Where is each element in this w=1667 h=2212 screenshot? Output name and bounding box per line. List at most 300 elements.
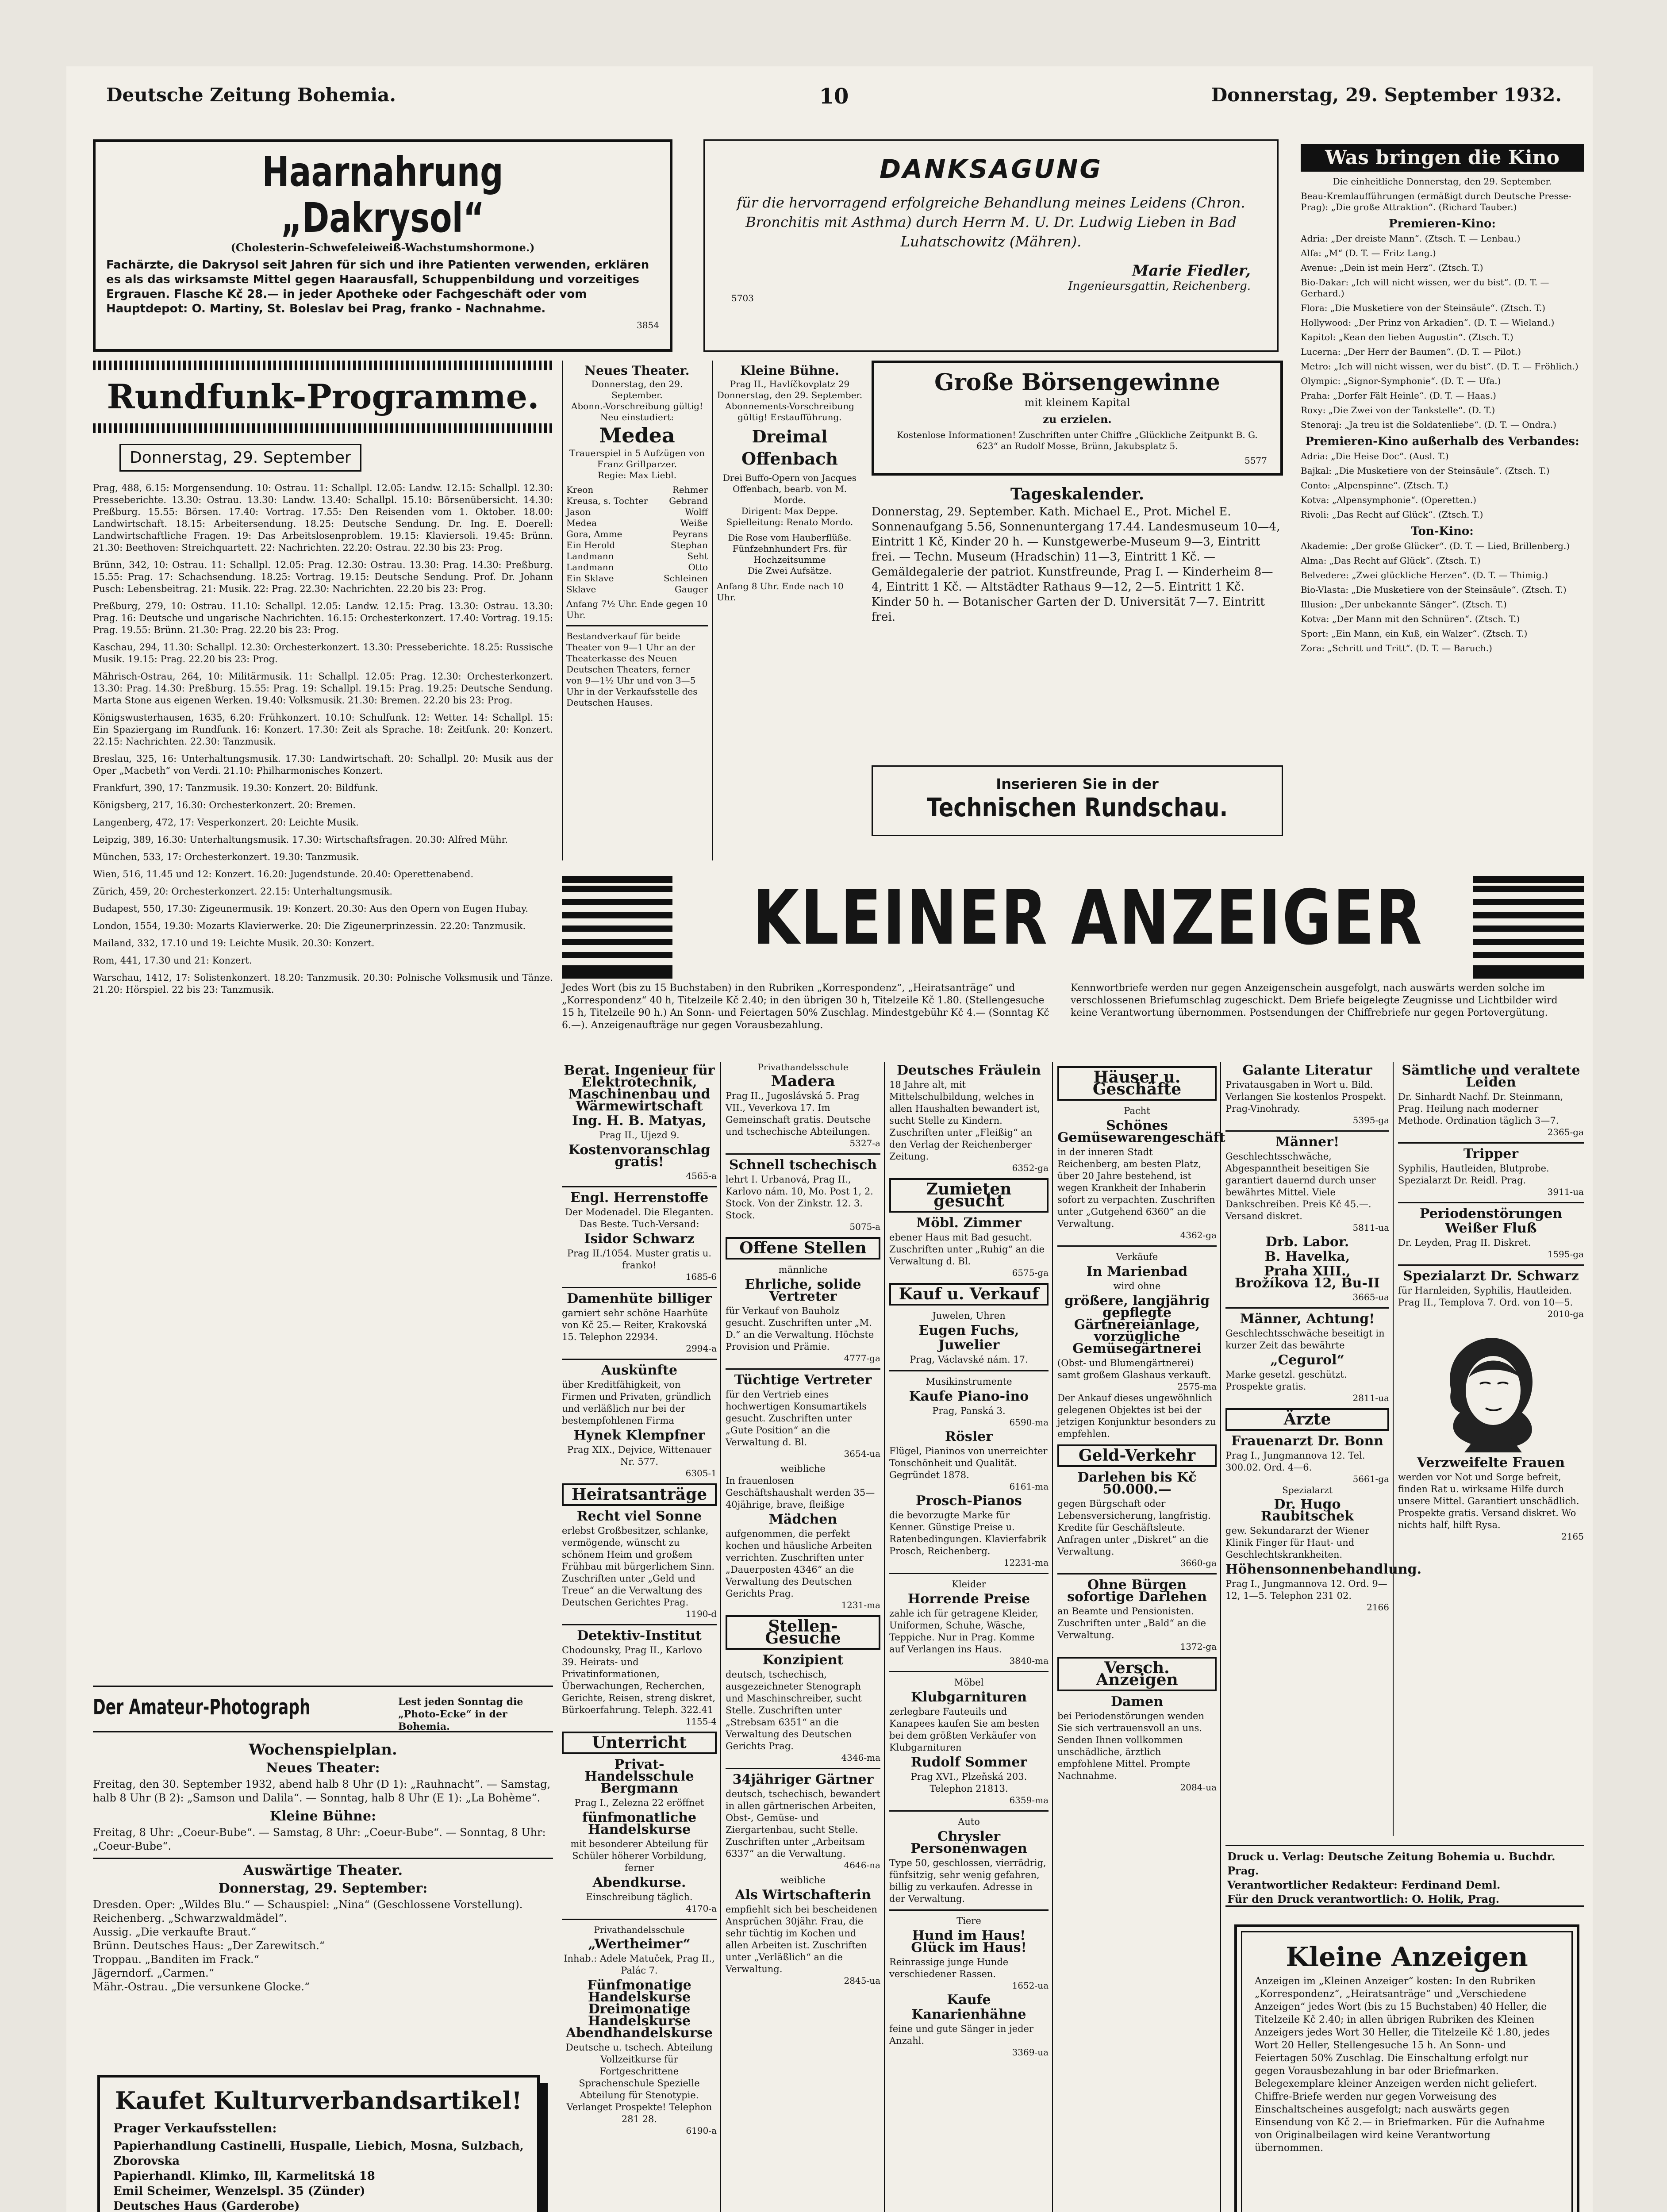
amateur-note: Lest jeden Sonntag die „Photo-Ecke“ in der Bohemia. (398, 1696, 523, 1732)
danksagung-body: für die hervorragend erfolgreiche Behandlung meines Leidens (Chron. Bronchitis mit Asthma) durch Herrn M. U. Dr. Ludwig Lieben in Bad Luhatschowitz (Mähren). (737, 194, 1245, 250)
literatur-code: 5395-ga (1352, 1115, 1389, 1125)
theater-play: Medea (599, 423, 675, 447)
kino-entry: Akademie: „Der große Glücker“. (D. T. — Lied, Brillenberg.) (1301, 541, 1570, 551)
ad-danksagung (703, 139, 1279, 352)
darlehen-body: gegen Bürgschaft oder Lebensversicherung, langfristig. Kredite für Geschäftsleute. Anfragen unter „Diskret“ an die Verwaltung. (1057, 1498, 1211, 1557)
cast-actor: Seht (687, 551, 708, 561)
cast-row (566, 518, 708, 529)
wertheimer-body: Inhab.: Adele Matuček, Prag II., Palác 7. (564, 1953, 715, 1976)
raubitschek-extra: Höhensonnenbehandlung. (1225, 1562, 1422, 1577)
geld-heading: Geld-Verkehr (1057, 1444, 1217, 1467)
cast-actor: Rehmer (672, 484, 708, 495)
kino-entry: Adria: „Der dreiste Mann“. (Ztsch. T. — Lenbau.) (1301, 233, 1521, 244)
kb-abo: Abonnements-Vorschreibung gültig! Erstaufführung. (725, 401, 854, 422)
zimmer-title: Möbl. Zimmer (916, 1215, 1022, 1231)
achtung-body: Geschlechtsschwäche beseitigt in kurzer Zeit das bewährte (1225, 1328, 1385, 1351)
kb-play: Dreimal Offenbach (741, 426, 838, 469)
madera-code: 5327-a (849, 1138, 880, 1148)
madera-label: Privathandelsschule (757, 1062, 849, 1072)
kaufet-title: Kaufet Kulturverbandsartikel! (115, 2086, 522, 2115)
geschaeft-body2: aufgenommen, die perfekt kochen und häusliche Arbeiten verrichten. Zuschriften unter „Dauerposten 4346“ an die Verwaltung des Deutschen Gerichts Prag. (726, 1528, 872, 1599)
leiden-title: Sämtliche und veraltete Leiden (1402, 1063, 1580, 1090)
cast-role: Kreusa, s. Tochter (566, 495, 648, 506)
rundfunk-station-entry: Brünn, 342, 10: Ostrau. 11: Schallpl. 12.05: Prag. 12.30: Ostrau. 13.30: Prag. 14.30: Preßburg. 15.55: Prag. 17: Schachsendung. 18.25: Vortrag. 19.15: Deutsche Sendung. Prof. Dr. Johann Pusch: Lebensbeitrag. 21: Musik. 22: Prag. 22.30: Nachrichten. 22.20 bis 23: Prog. (93, 560, 553, 594)
gemuese-code: 4362-ga (1180, 1230, 1217, 1240)
kino-entry: Hollywood: „Der Prinz von Arkadien“. (D. T. — Wieland.) (1301, 317, 1555, 328)
neues-theater-text: Freitag, den 30. September 1932, abend halb 8 Uhr (D 1): „Rauhnacht“. — Samstag, halb 8 Uhr (B 2): „Samson und Dalila“. — Sonntag, halb 8 Uhr (E 1): „La Bohème“. (93, 1778, 551, 1804)
rundfunk-station-entry: Preßburg, 279, 10: Ostrau. 11.10: Schallpl. 12.05: Landw. 12.15: Prag. 13.30: Ostrau. 13.30: Prag. 16: Deutsche und ungarische Nachrichten. 16.15: Orchesterkonzert. 17.40: Vortrag. 19.15: Prag. 19.55: Brünn. 21.30: Prag. 22.20 bis 23: Prog. (93, 601, 553, 635)
offene-maennlich: männliche (778, 1264, 828, 1275)
kino-subtitle: Die einheitliche Donnerstag, den 29. September. (1333, 176, 1552, 187)
rundfunk-station-entry: Warschau, 1412, 17: Solistenkonzert. 18.20: Tanzmusik. 20.30: Polnische Volksmusik und Tänze. 21.20: Hörspiel. 22 bis 23: Tanzmusik. (93, 972, 553, 995)
unterricht-heading: Unterricht (562, 1732, 717, 1754)
ka-column-2 (726, 1062, 885, 2212)
kleiner-anzeiger-rules-left: Jedes Wort (bis zu 15 Buchstaben) in den Rubriken „Korrespondenz“, „Heiratsanträge“ und „Korrespondenz“ 40 h, Titelzeile Kč 2.40; in den übrigen 30 h, Titelzeile Kč 1.80. (Stellengesuche 15 h, Titelzeile 90 h.) An Sonn- und Feiertagen 50% Zuschlag. Mindestgebühr Kč 4.— (Sonntag Kč 6.—). Anzeigenaufträge nur gegen Vorausbezahlung. (562, 983, 1049, 1031)
wertheimer-sub: Privathandelsschule (594, 1924, 685, 1935)
klub-name: Rudolf Sommer (910, 1755, 1027, 1770)
pacht-label: Pacht (1124, 1106, 1150, 1116)
madera-name: Madera (771, 1072, 835, 1090)
musik-label: Musikinstrumente (926, 1376, 1012, 1387)
rundfunk-station-entry: Leipzig, 389, 16.30: Unterhaltungsmusik. 17.30: Wirtschaftsfragen. 20.30: Alfred Mühr. (93, 834, 508, 845)
fraeulein-code: 6352-ga (1012, 1163, 1049, 1173)
ka-column-4 (1057, 1062, 1225, 2212)
rundfunk-station-entry: Budapest, 550, 17.30: Zigeunermusik. 19: Konzert. 20.30: Aus den Opern von Eugen Hubay. (93, 903, 529, 914)
ad-haarnahrung (93, 139, 672, 352)
ehrliche-body: für Verkauf von Bauholz gesucht. Zuschriften unter „M. D.“ an die Verwaltung. Höchste Provision und Prämie. (726, 1306, 874, 1352)
cast-role: Sklave (566, 584, 596, 595)
kanarien-body: feine und gute Sänger in jeder Anzahl. (889, 2024, 1034, 2046)
labor-title: Drb. Labor. (1265, 1234, 1349, 1250)
kino-entry: Sport: „Ein Mann, ein Kuß, ein Walzer“. (Ztsch. T.) (1301, 628, 1528, 639)
marienbad-title: In Marienbad (1086, 1264, 1188, 1279)
kaufet-shop: Papierhandlung Castinelli, Huspalle, Liebich, Mosna, Sulzbach, Zborovska (113, 2139, 524, 2168)
periodenst-title: Periodenstörungen (1420, 1206, 1562, 1221)
rundfunk-station-entry: Prag, 488, 6.15: Morgensendung. 10: Ostrau. 11: Schallpl. 12.05: Landw. 12.15: Schallpl. 12.30: Presseberichte. 13.30: Ostrau. 13.30: Landw. 13.40: Schallpl. 15.10: Börsenübersicht. 14.30: Preßburg. 15.55: Börsen. 17.40: Vortrag. 17.55: Den Reisenden vom 1. Oktober. 18.00: Landwirtschaft. 18.15: Arbeitersendung. 18.25: Deutsche Sendung. Dr. Ing. E. Doerell: Landwirtschaftliche Fragen. 19: Das Arbeitslosenproblem. 19.15: Klaviersoli. 19.45: Brünn. 21.30: Beethoven: Streichquartett. 22: Nachrichten. 22.20: Ostrau. 22.30 bis 23: Prog. (93, 483, 553, 553)
englisch-addr: Prag II./1054. Muster gratis u. franko! (567, 1248, 712, 1271)
danksagung-signature-sub: Ingenieursgattin, Reichenberg. (1068, 280, 1251, 293)
boerse-sub2: zu erzielen. (1043, 413, 1112, 426)
tiere-label: Tiere (956, 1916, 981, 1926)
spezialarzt-title: Spezialarzt Dr. Schwarz (1403, 1268, 1579, 1284)
kb-anfang: Anfang 8 Uhr. Ende nach 10 Uhr. (717, 581, 844, 603)
handelsschule-kurse: fünfmonatliche Handelskurse (582, 1810, 697, 1837)
raubitschek-sub: Spezialarzt (1282, 1485, 1333, 1495)
auswaertige-entry: Mähr.-Ostrau. „Die versunkene Glocke.“ (93, 1981, 310, 1993)
kb-part: Fünfzehnhundert Frs. für Hochzeitsumme (732, 543, 847, 565)
bonn-body: Prag I., Jungmannova 12. Tel. 300.02. Ord. 4—6. (1225, 1450, 1365, 1473)
cast-actor: Gauger (675, 584, 708, 595)
detektiv-body: Chodounsky, Prag II., Karlovo 39. Heirats- und Privatinformationen, Überwachungen, Recherchen, Gerichte, Reisen, streng diskret, Bürkoerfahrung. Teleph. 322.41 (562, 1645, 716, 1715)
raubitschek-title: Dr. Hugo Raubitschek (1261, 1497, 1354, 1524)
cast-row (566, 562, 708, 573)
stellen-gesuche-heading: Stellen-Gesuche (726, 1615, 880, 1650)
cast-actor: Wolff (685, 507, 708, 517)
rundfunk-station-entry: Breslau, 325, 16: Unterhaltungsmusik. 17.30: Landwirtschaft. 20: Schallpl. 20: Musik aus der Oper „Macbeth“ von Verdi. 21.10: Philharmonisches Konzert. (93, 753, 553, 776)
kino-entry: Bajkal: „Die Musketiere von der Steinsäule“. (Ztsch. T.) (1301, 465, 1550, 476)
cast-actor: Stephan (670, 540, 708, 550)
rundfunk-station-entry: Mailand, 332, 17.10 und 19: Leichte Musik. 20.30: Konzert. (93, 938, 375, 949)
literatur-body: Privatausgaben in Wort u. Bild. Verlangen Sie kostenlos Prospekt. Prag-Vinohrady. (1225, 1079, 1387, 1114)
konzipient-code: 4346-ma (841, 1752, 880, 1763)
kino-entry: Rivoli: „Das Recht auf Glück“. (Ztsch. T.) (1301, 509, 1483, 520)
auswaertige-entry: Dresden. Oper: „Wildes Blu.“ — Schauspiel: „Nina“ (Geschlossene Vorstellung). (93, 1898, 523, 1911)
danksagung-title: DANKSAGUNG (879, 154, 1103, 184)
heirat-heading: Heiratsanträge (562, 1483, 717, 1506)
masthead-left: Deutsche Zeitung Bohemia. (106, 84, 396, 106)
ka-column-6 (1398, 1062, 1584, 1836)
kino-entry: Olympic: „Signor-Symphonie“. (D. T. — Ufa.) (1301, 376, 1501, 386)
fuchs-title: Eugen Fuchs, (918, 1323, 1019, 1338)
kleider-label: Kleider (952, 1579, 986, 1590)
kaufet-shop: Emil Scheimer, Wenzelspl. 35 (Zünder) (113, 2185, 365, 2198)
kino-entry: Bio-Vlasta: „Die Musketiere von der Steinsäule“. (Ztsch. T.) (1301, 584, 1567, 595)
kino-entry: Kotva: „Der Mann mit den Schnüren“. (Ztsch. T.) (1301, 614, 1520, 624)
damenhuete-code: 2994-a (686, 1343, 717, 1354)
cast-role: Ein Sklave (566, 573, 614, 584)
auswaertige-date: Donnerstag, 29. September: (218, 1881, 428, 1896)
roesler-title: Rösler (945, 1429, 993, 1444)
kaufet-shop: Papierhandl. Klimko, Ill, Karmelitská 18 (113, 2170, 375, 2183)
pianinos-code: 6590-ma (1009, 1417, 1049, 1428)
kb-part: Die Zwei Aufsätze. (748, 565, 832, 576)
inserieren-line1: Inserieren Sie in der (996, 776, 1159, 792)
zimmer-body: ebener Haus mit Bad gesucht. Zuschriften unter „Ruhig“ an die Verwaltung d. Bl. (889, 1232, 1045, 1267)
kleiner-anzeiger-title: KLEINER ANZEIGER (753, 874, 1423, 962)
ad-code: 3854 (637, 320, 659, 330)
heirat-title: Recht viel Sonne (576, 1509, 702, 1524)
rundfunk-station-entry: Kaschau, 294, 11.30: Schallpl. 12.30: Orchesterkonzert. 13.30: Presseberichte. 18.25: Russische Musik. 19.15: Prag. 22.20 bis 23: Prog. (93, 642, 553, 664)
kino-entry: Alma: „Das Recht auf Glück“. (Ztsch. T.) (1301, 555, 1481, 566)
raubitschek-body: gew. Sekundararzt der Wiener Klinik Finger für Haut- und Geschlechtskrankheiten. (1225, 1525, 1369, 1560)
leiden-code: 2365-ga (1547, 1127, 1584, 1137)
marienbad-body: wird ohne (1113, 1281, 1161, 1291)
kino-entry: Kapitol: „Kean den lieben Augustin“. (Ztsch. T.) (1301, 332, 1513, 342)
achtung-code: 2811-ua (1352, 1393, 1389, 1403)
chrysler-body: Type 50, geschlossen, vierrädrig, fünfsitzig, sehr wenig gefahren, billig zu verkaufen. Adresse in der Verwaltung. (889, 1858, 1046, 1904)
maenner-code: 5811-ua (1352, 1222, 1389, 1233)
juwelen-label: Juwelen, Uhren (932, 1310, 1006, 1321)
cast-row (566, 551, 708, 562)
theater-date: Donnerstag, den 29. September. (591, 379, 683, 400)
rundfunk-station-entry: Mährisch-Ostrau, 264, 10: Militärmusik. 11: Schallpl. 12.05: Prag. 12.30: Orchesterkonzert. 13.30: Prag. 14.30: Preßburg. 15.55: Prag. 19: Schallpl. 19.15: Prag. 19.25: Deutsche Sendung. Marta Stone aus eigenen Werken. 19.40: Volksmusik. 21.30: Bremen. 22.20 bis 23: Prog. (93, 671, 553, 706)
woman-portrait (1433, 1324, 1548, 1452)
auswaertige-entry: Troppau. „Banditen im Frack.“ (93, 1953, 259, 1966)
rundfunk-station-entry: London, 1554, 19.30: Mozarts Klavierwerke. 20: Die Zigeunerprinzessin. 22.20: Tanzmusik. (93, 921, 526, 931)
bonn-title: Frauenarzt Dr. Bonn (1231, 1433, 1384, 1449)
fuchs-sub: Juwelier (938, 1337, 1000, 1353)
gaertner-body: deutsch, tschechisch, bewandert in allen gärtnerischen Arbeiten, Obst-, Gemüse- und Ziergartenbau, sucht Stelle. Zuschriften unter „Arbeitsam 6337“ an die Verwaltung. (726, 1789, 880, 1859)
kino-entry: Conto: „Alpenspinne“. (Ztsch. T.) (1301, 480, 1448, 491)
kino-entry: Belvedere: „Zwei glückliche Herzen“. (D. T. — Thimig.) (1301, 570, 1548, 580)
preise-title: Horrende Preise (907, 1591, 1030, 1607)
auskuenfte-title: Auskünfte (601, 1363, 678, 1378)
kino-entry: Kotva: „Alpensymphonie“. (Operetten.) (1301, 495, 1477, 505)
ingenieur-name: Ing. H. B. Matyas, (572, 1113, 707, 1129)
impressum (1225, 1845, 1584, 1907)
theater-anfang: Anfang 7½ Uhr. Ende gegen 10 Uhr. (566, 599, 708, 620)
englisch-title: Engl. Herrenstoffe (570, 1190, 709, 1206)
englisch-name: Isidor Schwarz (584, 1231, 695, 1247)
kino-entry: Alfa: „M“ (D. T. — Fritz Lang.) (1301, 248, 1436, 258)
offene-stellen-heading: Offene Stellen (726, 1237, 880, 1260)
versch-heading: Versch. Anzeigen (1057, 1657, 1217, 1691)
wertheimer-title: „Wertheimer“ (588, 1936, 691, 1952)
auskuenfte-code: 6305-1 (685, 1468, 717, 1479)
verzweifelt-body: werden vor Not und Sorge befreit, finden Rat u. wirksame Hilfe durch unsere Mittel. Garantiert unschädlich. Prospekte gratis. Versand diskret. Wo nichts half, hilft Rysa. (1398, 1472, 1579, 1530)
auswaertige-entry: Jägerndorf. „Carmen.“ (93, 1967, 214, 1979)
amateur-title: Der Amateur-Photograph (93, 1695, 311, 1720)
auskuenfte-body: über Kreditfähigkeit, von Firmen und Privaten, gründlich und verläßlich nur bei der bestempfohlenen Firma (562, 1379, 711, 1426)
cast-row (566, 540, 708, 551)
marienbad-code: 2575-ma (1177, 1381, 1217, 1392)
offene-weibliche: weibliche (780, 1463, 826, 1474)
labor-addr: Praha XIII., Brožíkova 12, Bu-II (1234, 1263, 1380, 1291)
kino-entry: Roxy: „Die Zwei von der Tankstelle“. (D. T.) (1301, 405, 1495, 415)
periodenst-code: 1595-ga (1547, 1249, 1584, 1260)
theater-play-sub: Trauerspiel in 5 Aufzügen von Franz Grillparzer. (569, 448, 705, 469)
danksagung-signature: Marie Fiedler, (1132, 262, 1251, 280)
heirat-body: erlebst Großbesitzer, schlanke, vermögende, wünscht zu schönem Heim und großem Frühbau mit bürgerlichem Sinn. Zuschriften unter „Geld und Treue“ an die Verwaltung des Deutschen Gerichtes Prag. (562, 1525, 715, 1608)
handelsschule-abend: Abendkurse. (592, 1875, 686, 1890)
tageskalender-body: Donnerstag, 29. September. Kath. Michael E., Prot. Michel E. Sonnenaufgang 5.56, Sonnenuntergang 17.44. Landesmuseum 10—4, Eintritt 1 Kč, Kinder 20 h. — Kunstgewerbe-Museum 9—3, Eintritt frei. — Techn. Museum (Hradschin) 11—3, Eintritt 1 Kč. — Gemäldegalerie der patriot. Kunstfreunde, Prag I. — Kinderheim 8—4, Eintritt 1 Kč. — Altstädter Rathaus 9—12, 2—5. Eintritt 1 Kč. Kinder 50 h. — Botanischer Garten der D. Universität 7—7. Eintritt frei. (872, 505, 1280, 624)
wirtschafterin-body: empfiehlt sich bei bescheidenen Ansprüchen 30jähr. Frau, die sehr tüchtig im Kochen und allen Arbeiten ist. Zuschriften unter „Verläßlich“ an die Verwaltung. (726, 1904, 877, 1974)
darlehen-code: 3660-ga (1180, 1558, 1217, 1568)
kb-part: Die Rose vom Hauberflüße. (728, 532, 852, 543)
cast-role: Ein Herold (566, 540, 615, 550)
kaufet-list (113, 2139, 524, 2212)
kino-entry: Lucerna: „Der Herr der Baumen“. (D. T. — Pilot.) (1301, 346, 1521, 357)
roesler-code: 6161-ma (1009, 1481, 1049, 1492)
tripper-title: Tripper (1463, 1146, 1519, 1162)
kleine-buehne (712, 361, 863, 860)
periodenst-sub: Weißer Fluß (1445, 1221, 1537, 1236)
newspaper-page (66, 66, 1593, 2212)
rundfunk-station-entry: Königswusterhausen, 1635, 6.20: Frühkonzert. 10.10: Schulfunk. 12: Wetter. 14: Schallpl. 15: Ein Spaziergang im Rundfunk. 16: Konzert. 17.30: Zeit als Sprache. 18: Zeitfunk. 20: Konzert. 22.15: Nachrichten. 22.30: Tanzmusik. (93, 712, 553, 747)
page-number: 10 (819, 84, 849, 109)
kino-section (1301, 139, 1584, 843)
cast-role: Landmann (566, 551, 614, 561)
handelsschule-place: Prag I., Zelezna 22 eröffnet (574, 1797, 704, 1808)
damen-body: bei Periodenstörungen wenden Sie sich vertrauensvoll an uns. Senden Ihnen vollkommen unschädliche, ärztlich empfohlene Mittel. Prompte Nachnahme. (1057, 1711, 1205, 1781)
bonn-code: 5661-ga (1352, 1474, 1389, 1484)
achtung-name: „Cegurol“ (1270, 1352, 1344, 1368)
rundfunk-station-entry: Wien, 516, 11.45 und 12: Konzert. 16.20: Jugendstunde. 20.40: Operettenabend. (93, 869, 474, 879)
kino-entry: Bio-Dakar: „Ich will nicht wissen, wer du bist“. (D. T. — Gerhard.) (1301, 277, 1549, 299)
ad-kaufet (97, 2075, 540, 2212)
kino-entry: Avenue: „Dein ist mein Herz“. (Ztsch. T.) (1301, 262, 1483, 273)
wirtschafterin-code: 2845-ua (844, 1975, 880, 1986)
chrysler-title: Chrysler Personenwagen (910, 1829, 1027, 1856)
kanarien-title: Kaufe (947, 1992, 991, 2008)
ad-title: Haarnahrung „Dakrysol“ (262, 148, 503, 242)
cast-role: Medea (566, 518, 597, 528)
rundfunk-station-entry: Königsberg, 217, 16.30: Orchesterkonzert. 20: Bremen. (93, 800, 356, 810)
kauf-body: Der Ankauf dieses ungewöhnlich gelegenen Objektes ist bei der jetzigen Konjunktur besonders zu empfehlen. (1057, 1393, 1216, 1439)
cast-row (566, 584, 708, 595)
cast-row (566, 507, 708, 518)
auskuenfte-addr: Prag XIX., Dejvice, Wittenauer Nr. 577. (567, 1444, 712, 1467)
tuechtige-title: Tüchtige Vertreter (734, 1372, 872, 1388)
kb-sub: Prag II., Havlíčkovplatz 29 (730, 379, 850, 389)
boerse-code: 5577 (1244, 455, 1267, 466)
tripper-code: 3911-ua (1547, 1187, 1584, 1197)
wertheimer-kurse: Fünfmonatige Handelskurse Dreimonatige Handelskurse Abendhandelskurse (566, 1978, 713, 2041)
damen-title: Damen (1110, 1694, 1164, 1709)
detektiv-title: Detektiv-Institut (577, 1628, 702, 1644)
raubitschek-code: 2166 (1367, 1602, 1389, 1613)
marienbad-title2: größere, langjährig gepflegte Gärtnereianlage, vorzügliche Gemüsegärtnerei (1064, 1293, 1210, 1356)
wirtschafterin-title: Als Wirtschafterin (735, 1887, 871, 1903)
damenhuete-body: garniert sehr schöne Haarhüte von Kč 25.— Reiter, Krakovská 15. Telephon 22934. (562, 1308, 708, 1342)
konzipient-body: deutsch, tschechisch, ausgezeichneter Stenograph und Maschinschreiber, sucht Stelle. Zuschriften unter „Strebsam 6351“ an die Verwaltung des Deutschen Gerichts Prag. (726, 1669, 862, 1751)
ad-body: Fachärzte, die Dakrysol seit Jahren für sich und ihre Patienten verwenden, erklären es als das wirksamste Mittel gegen Haarausfall, Schuppenbildung und vorzeitiges Ergrauen. Flasche Kč 28.— in jeder Apotheke oder Fachgeschäft oder vom Hauptdepot: O. Martiny, St. Boleslav bei Prag, franko - Nachnahme. (106, 258, 649, 315)
impressum-line3: Für den Druck verantwortlich: O. Holik, Prag. (1227, 1893, 1500, 1905)
theater-note: Bestandverkauf für beide Theater von 9—1 Uhr an der Theaterkasse des Neuen Deutschen Theaters, ferner von 9—1½ Uhr und von 3—5 Uhr in der Verkaufsstelle des Deutschen Hauses. (566, 631, 698, 708)
darlehen-title: Darlehen bis Kč 50.000.— (1077, 1470, 1197, 1497)
labor-code: 3665-ua (1352, 1292, 1389, 1302)
kb-date: Donnerstag, den 29. September. (717, 390, 863, 400)
wertheimer-code: 6190-a (686, 2125, 717, 2136)
detektiv-code: 1155-4 (685, 1716, 717, 1727)
neues-theater-heading: Neues Theater: (266, 1760, 380, 1776)
kleine-anzeigen-body: Anzeigen im „Kleinen Anzeiger“ kosten: In den Rubriken „Korrespondenz“, „Heiratsanträge“ und „Verschiedene Anzeigen“ jedes Wort (bis zu 15 Buchstaben) 40 Heller, die Titelzeile Kč 2.40; in allen übrigen Rubriken des Kleinen Anzeigers jedes Wort 30 Heller, die Titelzeile Kč 1.80, jedes Wort 20 Heller, Stellengesuche 15 h. An Sonn- und Feiertagen 50% Zuschlag. Die Einschaltung erfolgt nur gegen Vorausbezahlung in bar oder Briefmarken. Belegexemplare kleiner Anzeigen werden nicht geliefert. Chiffre-Briefe werden nur gegen Vorweisung des Einschaltscheines ausgefolgt; nach auswärts gegen Einsendung von Kč 2.— in Briefmarken. Für die Aufnahme von Originalbeilagen wird keine Verantwortung übernommen. (1255, 1976, 1550, 2154)
kanarien-sub: Kanarienhähne (911, 2007, 1026, 2022)
kino-heading: Premieren-Kino außerhalb des Verbandes: (1305, 435, 1579, 448)
auswaertige-list (93, 1898, 553, 1994)
zimmer-code: 6575-ga (1012, 1267, 1049, 1278)
kb-title: Kleine Bühne. (740, 363, 839, 378)
periodenst-body: Dr. Leyden, Prag II. Diskret. (1398, 1237, 1531, 1248)
achtung-title: Männer, Achtung! (1240, 1311, 1375, 1327)
buergen-body: an Beamte und Pensionisten. Zuschriften unter „Bald“ an die Verwaltung. (1057, 1606, 1206, 1640)
klub-title: Klubgarnituren (910, 1690, 1027, 1705)
rundfunk-station-entry: München, 533, 17: Orchesterkonzert. 19.30: Tanzmusik. (93, 852, 359, 862)
moebel-label: Möbel (954, 1677, 984, 1688)
preise-code: 3840-ma (1009, 1655, 1049, 1666)
cast-actor: Weiße (680, 518, 708, 528)
hund-title: Hund im Haus! Glück im Haus! (911, 1928, 1027, 1955)
heirat-code: 1190-d (685, 1609, 717, 1619)
kaufet-sub: Prager Verkaufsstellen: (113, 2121, 277, 2135)
rundfunk-program-list (93, 482, 553, 996)
cast-row (566, 529, 708, 540)
kleiner-anzeiger-rules-right: Kennwortbriefe werden nur gegen Anzeigenschein ausgefolgt, nach auswärts werden solche im verschlossenen Briefumschlag zugeschickt. Dem Briefe beigelegte Zeugnisse und Lichtbilder wird keine Verantwortung übernommen. Postsendungen der Chiffrebriefe nur gegen Portovergütung. (1071, 983, 1558, 1018)
englisch-code: 1685-6 (685, 1271, 717, 1282)
rundfunk-station-entry: Frankfurt, 390, 17: Tanzmusik. 19.30: Konzert. 20: Bildfunk. (93, 783, 378, 793)
kino-entry: Praha: „Dorfer Fält Heinle“. (D. T. — Haas.) (1301, 390, 1496, 401)
kino-heading: Premieren-Kino: (1389, 217, 1496, 230)
kino-entry: Beau-Kremlaufführungen (ermäßigt durch Deutsche Presse-Prag): „Die große Attraktion“. (Richard Tauber.) (1301, 191, 1571, 212)
tripper-body: Syphilis, Hautleiden, Blutprobe. Spezialarzt Dr. Reidl. Prag. (1398, 1163, 1549, 1186)
spezialarzt-body: für Harnleiden, Syphilis, Hautleiden. Prag II., Templova 7. Ord. von 10—5. (1398, 1285, 1573, 1308)
ka-column-3 (889, 1062, 1053, 2212)
tuechtige-body: für den Vertrieb eines hochwertigen Konsumartikels gesucht. Zuschriften unter „Gute Position“ an die Verwaltung d. Bl. (726, 1389, 867, 1448)
auswaertige-entry: Brünn. Deutsches Haus: „Der Zarewitsch.“ (93, 1939, 325, 1952)
tageskalender (872, 482, 1283, 757)
damen-code: 2084-ua (1180, 1782, 1217, 1793)
theater-title: Neues Theater. (584, 363, 690, 378)
ingenieur-code: 4565-a (686, 1171, 717, 1181)
tageskalender-title: Tageskalender. (1010, 485, 1145, 503)
englisch-body: Der Modenadel. Die Eleganten. Das Beste. Tuch-Versand: (565, 1207, 714, 1229)
auto-label: Auto (958, 1816, 980, 1827)
kino-list (1301, 191, 1584, 654)
handelsschule-title: Privat-Handelsschule Bergmann (584, 1757, 694, 1796)
kino-entry: Flora: „Die Musketiere von der Steinsäule“. (Ztsch. T.) (1301, 303, 1546, 313)
handelsschule-body: mit besonderer Abteilung für Schüler höherer Vorbildung, ferner (570, 1839, 708, 1873)
impressum-line2: Verantwortlicher Redakteur: Ferdinand Deml. (1227, 1878, 1501, 1891)
rundfunk-station-entry: Langenberg, 472, 17: Vesperkonzert. 20: Leichte Musik. (93, 817, 359, 828)
klub-addr: Prag XVI., Plzeňská 203. Telephon 21813. (910, 1771, 1027, 1794)
tschechisch-title: Schnell tschechisch (729, 1157, 877, 1173)
ad-inserieren (872, 765, 1283, 836)
prosch-code: 12231-ma (1003, 1557, 1049, 1568)
fraeulein-title: Deutsches Fräulein (897, 1063, 1041, 1078)
klub-body: zerlegbare Fauteuils und Kanapees kaufen Sie am besten bei dem größten Verkäufer von Klubgarnituren (889, 1706, 1040, 1753)
cast-actor: Peyrans (672, 529, 708, 539)
geschaeft-body: In frauenlosen Geschäftshaushalt werden 35—40jährige, brave, fleißige (726, 1475, 875, 1510)
ehrliche-code: 4777-ga (844, 1353, 880, 1363)
wertheimer-extra: Deutsche u. tschech. Abteilung Vollzeitkurse für Fortgeschrittene Sprachenschule Spezielle Abteilung für Stenotypie. (565, 2042, 713, 2101)
auskuenfte-name: Hynek Klempfner (573, 1428, 705, 1443)
kino-entry: Illusion: „Der unbekannte Sänger“. (Ztsch. T.) (1301, 599, 1507, 610)
issue-date: Donnerstag, 29. September 1932. (1211, 84, 1562, 106)
boerse-title: Große Börsengewinne (934, 369, 1221, 396)
rundfunk-station-entry: Rom, 441, 17.30 und 21: Konzert. (93, 955, 252, 966)
gaertner-title: 34jähriger Gärtner (732, 1772, 874, 1787)
wertheimer-end: Verlanget Prospekte! Telephon 281 28. (566, 2102, 712, 2124)
cast-actor: Schleinen (663, 573, 708, 584)
labor-name: B. Havelka, (1264, 1249, 1350, 1264)
achtung-body2: Marke gesetzl. geschützt. Prospekte gratis. (1225, 1369, 1347, 1392)
kaufet-shop: Deutsches Haus (Garderobe) (113, 2200, 300, 2212)
ehrliche-title: Ehrliche, solide Vertreter (745, 1277, 861, 1304)
kino-entry: Zora: „Schritt und Tritt“. (D. T. — Baruch.) (1301, 643, 1492, 653)
ka-column-5 (1225, 1062, 1422, 1836)
damenhuete-title: Damenhüte billiger (567, 1291, 712, 1306)
kleine-anzeigen-info (1234, 1924, 1579, 2212)
cast-role: Gora, Amme (566, 529, 622, 539)
hund-body: Reinrassige junge Hunde verschiedener Rassen. (889, 1957, 1009, 1979)
ingenieur-place: Prag II., Ujezd 9. (599, 1130, 680, 1141)
geschaeft-code: 1231-ma (841, 1600, 880, 1610)
prosch-title: Prosch-Pianos (916, 1493, 1022, 1509)
kino-entry: Metro: „Ich will nicht wissen, wer du bist“. (D. T. — Fröhlich.) (1301, 361, 1579, 372)
kino-entry: Stenoraj: „Ja treu ist die Soldatenliebe“. (D. T. — Ondra.) (1301, 419, 1556, 430)
roesler-body: Flügel, Pianinos von unerreichter Tonschönheit und Qualität. Gegründet 1878. (889, 1446, 1048, 1480)
kleine-buehne-heading: Kleine Bühne: (269, 1809, 376, 1824)
auswaertige-heading: Auswärtige Theater. (243, 1862, 403, 1878)
verzweifelt-code: 2165 (1561, 1531, 1584, 1542)
literatur-title: Galante Literatur (1242, 1063, 1372, 1078)
kb-leitung: Dirigent: Max Deppe. Spielleitung: Renato Mordo. (726, 506, 853, 527)
fuchs-addr: Prag, Václavské nám. 17. (910, 1354, 1028, 1365)
preise-body: zahle ich für getragene Kleider, Uniformen, Schuhe, Wäsche, Teppiche. Nur in Prag. Komme auf Verlangen ins Haus. (889, 1608, 1038, 1655)
kb-sub2: Drei Buffo-Opern von Jacques Offenbach, bearb. von M. Morde. (722, 472, 857, 505)
impressum-line1: Druck u. Verlag: Deutsche Zeitung Bohemia u. Buchdr. Prag. (1227, 1850, 1556, 1877)
cast-role: Landmann (566, 562, 614, 572)
gesuche-weibliche: weibliche (780, 1875, 826, 1886)
cast-row (566, 573, 708, 584)
kleiner-anzeiger-banner (562, 863, 1584, 978)
haeuser-heading: Häuser u. Geschäfte (1057, 1066, 1217, 1101)
verzweifelt-title: Verzweifelte Frauen (1417, 1455, 1565, 1471)
hund-code: 1652-ua (1012, 1980, 1049, 1991)
danksagung-code: 5703 (731, 293, 754, 303)
cast-role: Jason (566, 507, 591, 517)
cast-actor: Otto (688, 562, 708, 572)
